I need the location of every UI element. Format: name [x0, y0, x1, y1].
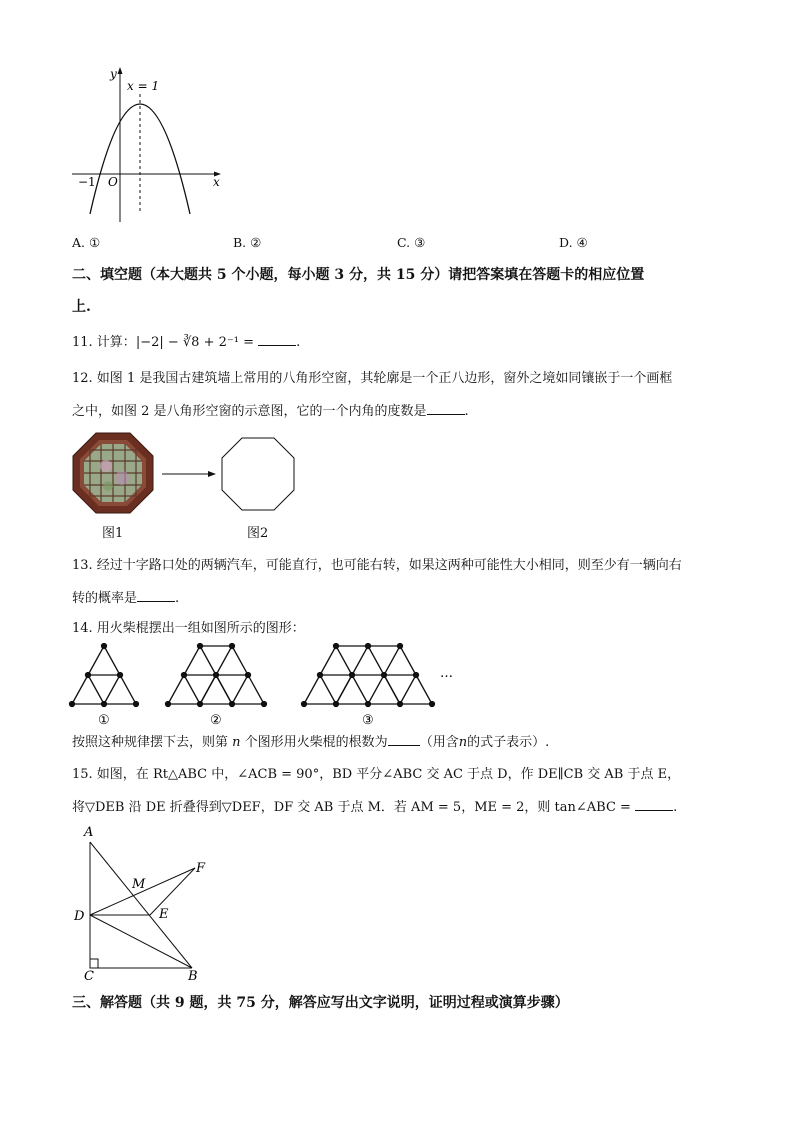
q11-expr: |−2| − ∛8 + 2⁻¹ =: [135, 335, 259, 350]
q11: [72, 333, 300, 352]
q14-line1: 14. 用火柴棍摆出一组如图所示的图形：: [72, 621, 305, 636]
matchstick-figures: [68, 640, 458, 730]
q11-suffix: .: [296, 335, 301, 350]
q15-line2-text: 将▽DEB 沿 DE 折叠得到▽DEF，DF 交 AB 于点 M．若 AM = 5，ME = 2，则 tan∠ABC =: [72, 800, 631, 815]
matchstick-figure-3: [302, 644, 435, 707]
point-b-label: B: [188, 969, 198, 984]
option-a: A. ①: [72, 235, 101, 250]
q14-line2-d: 的式子表示）.: [467, 735, 550, 750]
q14-n2: n: [458, 735, 468, 750]
section2-heading-line1: 二、填空题（本大题共 5 个小题，每小题 3 分，共 15 分）请把答案填在答题卡的相应位置: [72, 267, 645, 283]
neg-one-label: −1: [78, 175, 96, 189]
q12-line2: [72, 402, 469, 421]
window-photo: [72, 432, 154, 514]
arrow-figure: [160, 468, 218, 480]
option-b: B. ②: [233, 235, 262, 250]
figure-label-2: ②: [210, 713, 222, 728]
q11-answer-blank: [258, 333, 296, 346]
q12-answer-blank: [427, 402, 465, 415]
q15-line2-end: .: [673, 800, 678, 815]
origin-label: O: [108, 175, 118, 189]
q14-line2-b: 个图形用火柴棍的根数为: [244, 735, 388, 750]
q12-line1: 12. 如图 1 是我国古建筑墙上常用的八角形空窗，其轮廓是一个正八边形，窗外之境如同镶嵌于一个画框: [72, 371, 673, 386]
y-axis-arrow: [118, 67, 123, 74]
x-label: x: [213, 175, 220, 189]
matchstick-figure-2: [166, 644, 267, 707]
ellipsis: …: [440, 666, 453, 681]
q13-line2: [72, 589, 179, 608]
symmetry-axis-label: x = 1: [127, 79, 160, 93]
y-label: y: [110, 67, 117, 81]
q14-line2: [72, 733, 549, 752]
section3-heading: 三、解答题（共 9 题，共 75 分，解答应写出文字说明，证明过程或演算步骤）: [72, 995, 569, 1011]
q14-answer-blank: [388, 733, 420, 746]
octagon: [222, 438, 294, 510]
point-m-label: M: [132, 877, 146, 892]
matchstick-figure-1: [70, 644, 139, 707]
point-a-label: A: [84, 825, 94, 840]
point-e-label: E: [159, 907, 169, 922]
point-c-label: C: [84, 969, 94, 984]
q11-prefix: 11. 计算：: [72, 335, 136, 350]
q15-line1: 15. 如图，在 Rt△ABC 中，∠ACB = 90°，BD 平分∠ABC 交 AC 于点 D，作 DE∥CB 交 AB 于点 E，: [72, 767, 681, 782]
q12-line2-end: .: [464, 404, 469, 419]
point-f-label: F: [196, 861, 206, 876]
q14-line2-a: 按照这种规律摆下去，则第: [72, 735, 229, 750]
q15-line2: [72, 798, 677, 817]
q13-answer-blank: [137, 589, 175, 602]
triangle-figure: [70, 820, 220, 985]
octagon-figure: [220, 436, 296, 512]
figure-label-1: ①: [98, 713, 110, 728]
q14-n1: n: [232, 735, 241, 750]
section2-heading-line2: 上.: [72, 299, 91, 315]
q13-line2-text: 转的概率是: [72, 591, 138, 606]
fig2-caption: 图2: [247, 526, 269, 541]
point-d-label: D: [74, 909, 85, 924]
q13-line2-end: .: [175, 591, 180, 606]
q15-answer-blank: [635, 798, 673, 811]
q13-line1: 13. 经过十字路口处的两辆汽车，可能直行，也可能右转，如果这两种可能性大小相同，则至少有一辆向右: [72, 558, 682, 573]
option-d: D. ④: [559, 235, 588, 250]
parabola-figure: [70, 62, 230, 227]
fig1-caption: 图1: [102, 526, 124, 541]
arrow-head: [208, 471, 216, 477]
triangle-lines: [90, 842, 195, 968]
q14-line2-c: （用含: [419, 735, 459, 750]
q12-line2-text: 之中，如图 2 是八角形空窗的示意图，它的一个内角的度数是: [72, 404, 427, 419]
figure-label-3: ③: [362, 713, 374, 728]
option-c: C. ③: [397, 235, 426, 250]
